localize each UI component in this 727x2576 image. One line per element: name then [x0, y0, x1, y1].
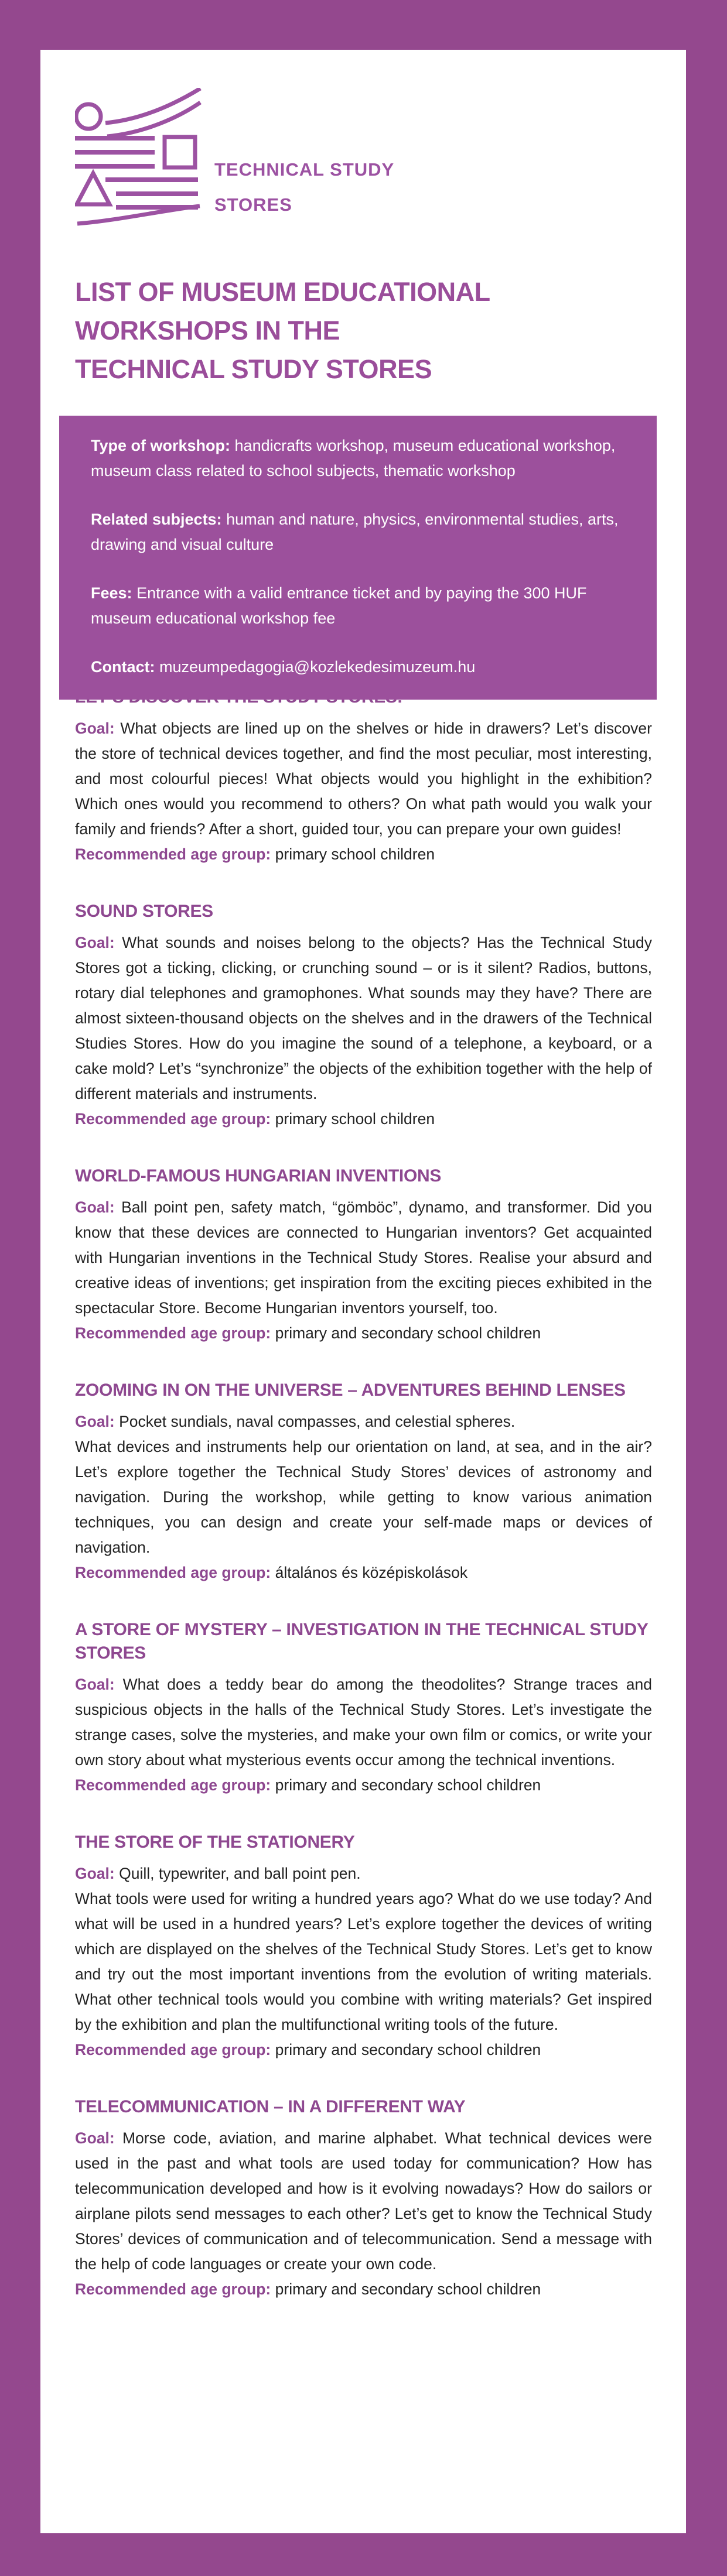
- age-label: Recommended age group:: [75, 1324, 271, 1342]
- logo-square-shape: [165, 137, 195, 167]
- page-title-line1: LIST OF MUSEUM EDUCATIONAL: [75, 277, 490, 307]
- age-label: Recommended age group:: [75, 1564, 271, 1581]
- goal-text: What does a teddy bear do among the theodolites? Strange traces and suspicious objects in the halls of the Technical Study Stores. Let’s investigate the strange cases, solve the mysteries, and make your own film or comics, or write your own story about what mysterious events occur among the technical inventions.: [75, 1676, 652, 1769]
- age-label: Recommended age group:: [75, 845, 271, 863]
- workshop-section: [75, 1379, 652, 1585]
- page-title: [75, 273, 652, 389]
- info-entry-text: human and nature, physics, environmental studies, arts, drawing and visual culture: [91, 511, 619, 553]
- section-heading: TELECOMMUNICATION – IN A DIFFERENT WAY: [75, 2097, 466, 2116]
- page-title-line3: TECHNICAL STUDY STORES: [75, 354, 432, 384]
- age-label: Recommended age group:: [75, 1110, 271, 1128]
- logo-swoosh-top-1: [105, 88, 200, 123]
- section-goal-paragraph: [75, 716, 652, 842]
- info-entry: [91, 433, 632, 484]
- section-heading: THE STORE OF THE STATIONERY: [75, 1832, 355, 1852]
- logo-bar: [75, 136, 155, 141]
- goal-label: Goal:: [75, 1865, 115, 1882]
- logo-bar: [75, 150, 155, 155]
- goal-text: Ball point pen, safety match, “gömböc”, dynamo, and transformer. Did you know that these devices are connected to Hungarian inventors? Get acquainted with Hungarian inventions in the Technical Study Stores. Realise your absurd and creative ideas of inventions; get inspiration from the exciting pieces exhibited in the spectacular Store. Become Hungarian inventors yourself, too.: [75, 1198, 652, 1317]
- info-entries: [91, 433, 632, 680]
- info-entry: [91, 581, 632, 631]
- technical-study-stores-logo-icon: [75, 88, 438, 239]
- goal-label: Goal:: [75, 1198, 115, 1216]
- section-goal-paragraph: [75, 1195, 652, 1321]
- section-heading: A STORE OF MYSTERY – INVESTIGATION IN THE TECHNICAL STUDY STORES: [75, 1620, 649, 1663]
- logo-bar: [75, 164, 155, 169]
- info-entry-label: Type of workshop:: [91, 437, 231, 454]
- section-goal-paragraph: [75, 2126, 652, 2277]
- age-text: primary and secondary school children: [275, 2041, 541, 2058]
- section-body-paragraph: What devices and instruments help our orientation on land, at sea, and in the air? Let’s explore together the Technical Study Stores’ devices of astronomy and navigation. During the workshop, while getting to know various animation techniques, you can design and create your self-made maps or devices of navigation.: [75, 1438, 652, 1556]
- logo-bar: [105, 177, 198, 182]
- workshop-section: [75, 2095, 652, 2302]
- museum-logo: [75, 88, 652, 239]
- workshop-section: [75, 686, 652, 867]
- info-entry-text: muzeumpedagogia@kozlekedesimuzeum.hu: [159, 658, 476, 676]
- logo-bar: [116, 205, 198, 210]
- age-label: Recommended age group:: [75, 2280, 271, 2298]
- info-entry-label: Fees:: [91, 584, 132, 602]
- goal-label: Goal:: [75, 2129, 115, 2147]
- goal-label: Goal:: [75, 720, 115, 737]
- goal-text: Morse code, aviation, and marine alphabet. What technical devices were used in the past and what tools are used today for communication? How has telecommunication developed and how is it evolving nowadays? How do sailors or airplane pilots send messages to each other? Let’s get to know the Technical Study Stores’ devices of communication and of telecommunication. Send a message with the help of code languages or create your own code.: [75, 2129, 652, 2273]
- goal-label: Goal:: [75, 1413, 115, 1430]
- info-entry: [91, 655, 632, 680]
- info-entry-label: Related subjects:: [91, 511, 222, 528]
- section-goal-paragraph: [75, 930, 652, 1107]
- info-entry-text: handicrafts workshop, museum educational workshop, museum class related to school subjects, thematic workshop: [91, 437, 616, 479]
- age-text: primary and secondary school children: [275, 1324, 541, 1342]
- info-entry: [91, 507, 632, 557]
- logo-bar: [116, 191, 198, 196]
- age-text: primary and secondary school children: [275, 2280, 541, 2298]
- section-goal-paragraph: [75, 1672, 652, 1773]
- workshop-section: [75, 1831, 652, 2063]
- age-text: primary school children: [275, 845, 435, 863]
- age-text: primary school children: [275, 1110, 435, 1128]
- page-content: [40, 50, 686, 2302]
- section-age-line: [75, 1773, 652, 1798]
- goal-text: What sounds and noises belong to the objects? Has the Technical Study Stores got a ticking, clicking, or crunching sound – or is it silent? Radios, buttons, rotary dial telephones and gramophones. What sounds may they have? There are almost sixteen-thousand objects on the shelves and in the drawers of the Technical Studies Stores. How do you imagine the sound of a telephone, a keyboard, or a cake mold? Let’s “synchronize” the objects of the exhibition together with the help of different materials and instruments.: [75, 934, 652, 1102]
- section-goal-paragraph: [75, 1861, 652, 1886]
- goal-label: Goal:: [75, 1676, 115, 1693]
- info-entry-text: Entrance with a valid entrance ticket and by paying the 300 HUF museum educational workshop fee: [91, 584, 587, 627]
- goal-text: What objects are lined up on the shelves or hide in drawers? Let’s discover the store of technical devices together, and find the most peculiar, most interesting, and most colourful pieces! What objects would you highlight in the exhibition? Which ones would you recommend to others? On what path would you walk your family and friends? After a short, guided tour, you can prepare your own guides!: [75, 720, 652, 838]
- section-heading: SOUND STORES: [75, 902, 213, 921]
- section-age-line: [75, 1107, 652, 1132]
- section-age-line: [75, 2277, 652, 2302]
- section-goal-paragraph: [75, 1409, 652, 1434]
- page-title-line2: WORKSHOPS IN THE: [75, 316, 340, 345]
- workshop-info-box: [59, 416, 657, 700]
- workshop-section: [75, 1164, 652, 1346]
- section-age-line: [75, 1321, 652, 1346]
- section-body-paragraph: What tools were used for writing a hundred years ago? What do we use today? And what will be used in a hundred years? Let’s explore together the devices of writing which are displayed on the shelves of the Technical Study Stores. Let’s get to know and try out the most important inventions from the evolution of writing materials. What other technical tools would you combine with writing materials? Get inspired by the exhibition and plan the multifunctional writing tools of the future.: [75, 1890, 652, 2033]
- age-text: általános és középiskolások: [275, 1564, 468, 1581]
- age-label: Recommended age group:: [75, 2041, 271, 2058]
- info-entry-label: Contact:: [91, 658, 155, 676]
- section-heading: WORLD-FAMOUS HUNGARIAN INVENTIONS: [75, 1166, 442, 1186]
- logo-triangle-shape: [77, 173, 110, 204]
- logo-text-line2: STORES: [214, 194, 292, 215]
- workshop-section: [75, 1618, 652, 1798]
- section-heading: ZOOMING IN ON THE UNIVERSE – ADVENTURES BEHIND LENSES: [75, 1381, 626, 1400]
- workshop-section: [75, 900, 652, 1132]
- logo-circle-shape: [76, 104, 101, 129]
- section-age-line: [75, 1560, 652, 1585]
- goal-text: Quill, typewriter, and ball point pen.: [119, 1865, 361, 1882]
- age-text: primary and secondary school children: [275, 1776, 541, 1794]
- page-inner-panel: [40, 50, 686, 2533]
- goal-label: Goal:: [75, 934, 115, 951]
- goal-text: Pocket sundials, naval compasses, and celestial spheres.: [119, 1413, 516, 1430]
- section-age-line: [75, 2037, 652, 2063]
- section-age-line: [75, 842, 652, 867]
- logo-text-line1: TECHNICAL STUDY: [214, 159, 395, 180]
- age-label: Recommended age group:: [75, 1776, 271, 1794]
- workshop-sections: [75, 686, 652, 2302]
